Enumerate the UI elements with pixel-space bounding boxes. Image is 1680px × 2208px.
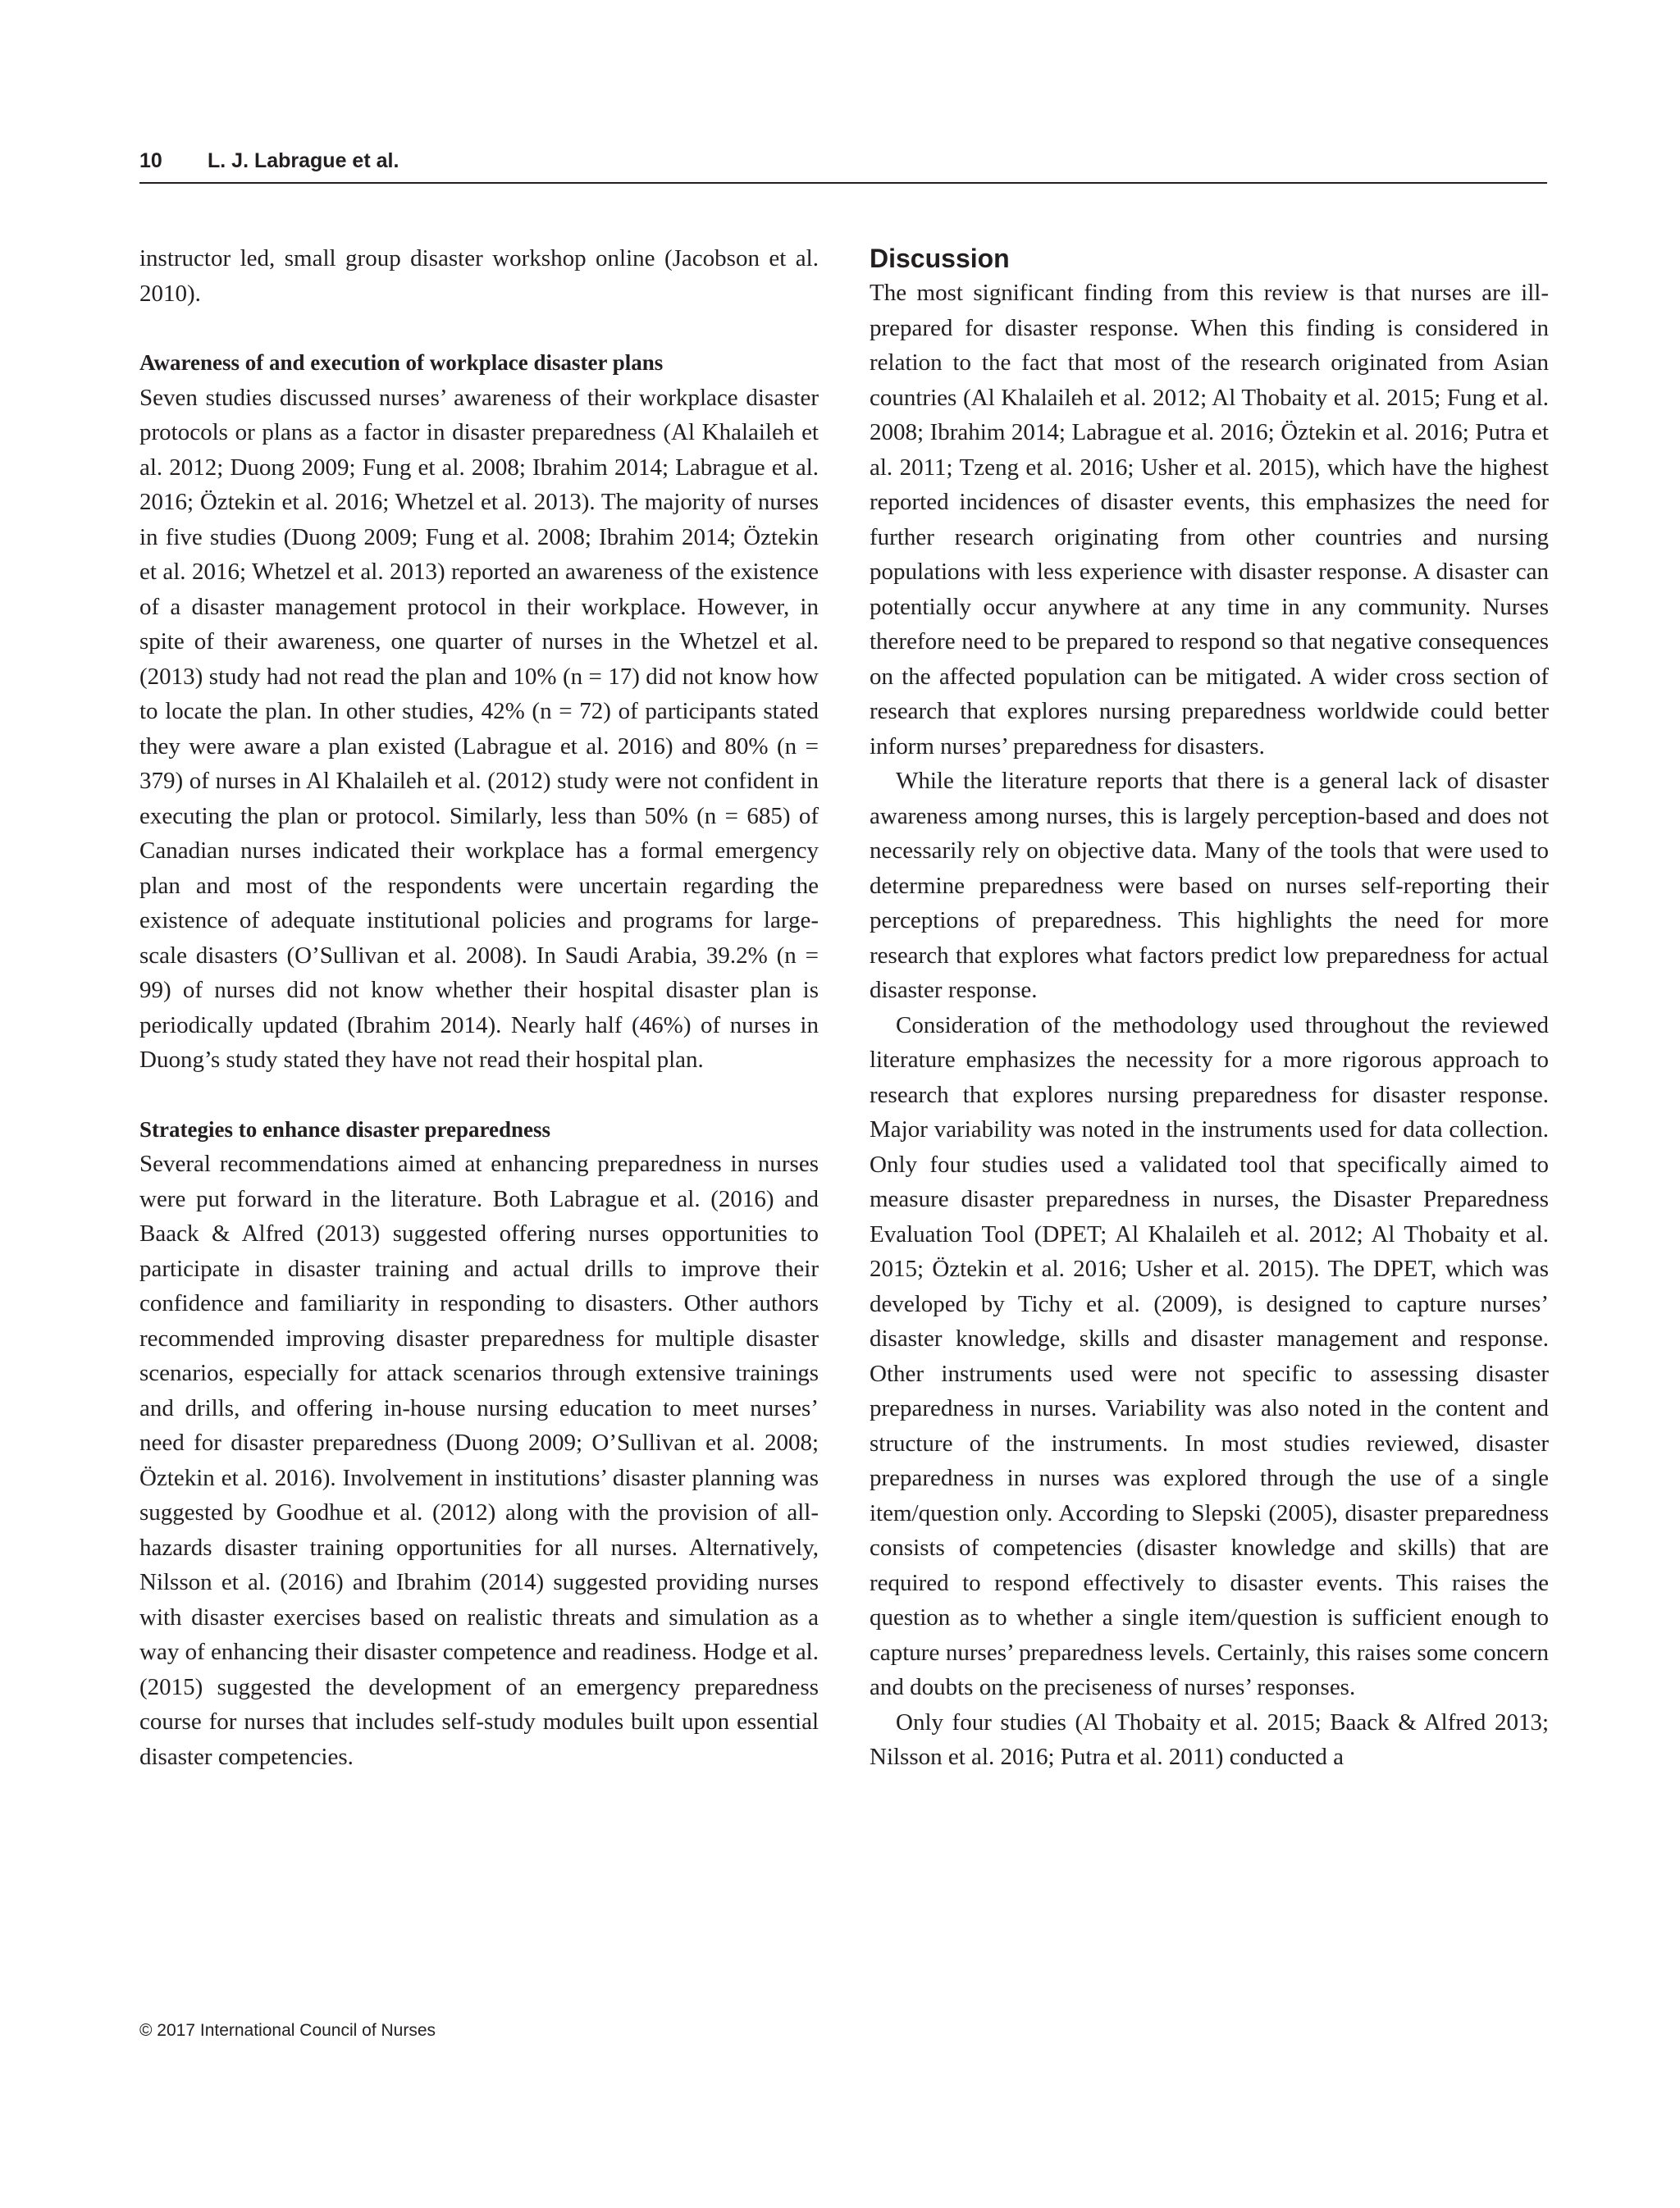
paragraph-continuation: instructor led, small group disaster workshop online (Jacobson et al. 2010).	[139, 245, 819, 307]
section-heading-discussion: Discussion	[870, 244, 1010, 273]
paragraph-discussion-2: While the literature reports that there is a general lack of disaster awareness among nurses, this is largely perception-based and does not necessarily rely on objective data. Many of the tools that were used to determine preparedness were based on nurses self-reporting their perceptions of preparedness. This highlights the need for more research that explores what factors predict low preparedness for actual disaster response.	[870, 768, 1549, 1003]
subheading-strategies: Strategies to enhance disaster preparedness	[139, 1116, 550, 1142]
paragraph-discussion-1: The most significant finding from this review is that nurses are ill-prepared for disaster response. When this finding is considered in relation to the fact that most of the research originated from Asian countries (Al Khalaileh et al. 2012; Al Thobaity et al. 2015; Fung et al. 2008; Ibrahim 2014; Labrague et al. 2016; Öztekin et al. 2016; Putra et al. 2011; Tzeng et al. 2016; Usher et al. 2015), which have the highest reported incidences of disaster events, this emphasizes the need for further research originating from other countries and nursing populations with less experience with disaster response. A disaster can potentially occur anywhere at any time in any community. Nurses therefore need to be prepared to respond so that negative consequences on the affected population can be mitigated. A wider cross section of research that explores nursing preparedness worldwide could better inform nurses’ preparedness for disasters.	[870, 280, 1549, 760]
left-column	[139, 241, 819, 1774]
paragraph-discussion-3: Consideration of the methodology used throughout the reviewed literature emphasizes the necessity for a more rigorous approach to research that explores nursing preparedness for disaster response. Major variability was noted in the instruments used for data collection. Only four studies used a validated tool that specifically aimed to measure disaster preparedness in nurses, the Disaster Preparedness Evaluation Tool (DPET; Al Khalaileh et al. 2012; Al Thobaity et al. 2015; Öztekin et al. 2016; Usher et al. 2015). The DPET, which was developed by Tichy et al. (2009), is designed to capture nurses’ disaster knowledge, skills and disaster management and response. Other instruments used were not specific to assessing disaster preparedness in nurses. Variability was also noted in the content and structure of the instruments. In most studies reviewed, disaster preparedness in nurses was explored through the use of a single item/question only. According to Slepski (2005), disaster preparedness consists of competencies (disaster knowledge and skills) that are required to respond effectively to disaster events. This raises the question as to whether a single item/question is sufficient enough to capture nurses’ preparedness levels. Certainly, this raises some concern and doubts on the preciseness of nurses’ responses.	[870, 1011, 1549, 1700]
paragraph-strategies: Several recommendations aimed at enhancing preparedness in nurses were put forward in the literature. Both Labrague et al. (2016) and Baack & Alfred (2013) suggested offering nurses opportunities to participate in disaster training and actual drills to improve their confidence and familiarity in responding to disasters. Other authors recommended improving disaster preparedness for multiple disaster scenarios, especially for attack scenarios through extensive trainings and drills, and offering in-house nursing education to meet nurses’ need for disaster preparedness (Duong 2009; O’Sullivan et al. 2008; Öztekin et al. 2016). Involvement in institutions’ disaster planning was suggested by Goodhue et al. (2012) along with the provision of all-hazards disaster training opportunities for all nurses. Alternatively, Nilsson et al. (2016) and Ibrahim (2014) suggested providing nurses with disaster exercises based on realistic threats and simulation as a way of enhancing their disaster competence and readiness. Hodge et al. (2015) suggested the development of an emergency preparedness course for nurses that includes self-study modules built upon essential disaster competencies.	[139, 1151, 819, 1770]
right-column	[870, 241, 1549, 1775]
paragraph-discussion-4: Only four studies (Al Thobaity et al. 2015; Baack & Alfred 2013; Nilsson et al. 2016; Putra et al. 2011) conducted a	[870, 1708, 1549, 1770]
footer-copyright: © 2017 International Council of Nurses	[139, 2021, 436, 2040]
page-number: 10	[139, 149, 162, 172]
paragraph-workplace-plans: Seven studies discussed nurses’ awareness of their workplace disaster protocols or plans as a factor in disaster preparedness (Al Khalaileh et al. 2012; Duong 2009; Fung et al. 2008; Ibrahim 2014; Labrague et al. 2016; Öztekin et al. 2016; Whetzel et al. 2013). The majority of nurses in five studies (Duong 2009; Fung et al. 2008; Ibrahim 2014; Öztekin et al. 2016; Whetzel et al. 2013) reported an awareness of the existence of a disaster management protocol in their workplace. However, in spite of their awareness, one quarter of nurses in the Whetzel et al. (2013) study had not read the plan and 10% (n = 17) did not know how to locate the plan. In other studies, 42% (n = 72) of participants stated they were aware a plan existed (Labrague et al. 2016) and 80% (n = 379) of nurses in Al Khalaileh et al. (2012) study were not confident in executing the plan or protocol. Similarly, less than 50% (n = 685) of Canadian nurses indicated their workplace has a formal emergency plan and most of the respondents were uncertain regarding the existence of adequate institutional policies and programs for large-scale disasters (O’Sullivan et al. 2008). In Saudi Arabia, 39.2% (n = 99) of nurses did not know whether their hospital disaster plan is periodically updated (Ibrahim 2014). Nearly half (46%) of nurses in Duong’s study stated they have not read their hospital plan.	[139, 384, 819, 1073]
running-title: L. J. Labrague et al.	[208, 149, 399, 172]
page-header	[139, 146, 1547, 184]
subheading-workplace-plans: Awareness of and execution of workplace disaster plans	[139, 350, 664, 375]
